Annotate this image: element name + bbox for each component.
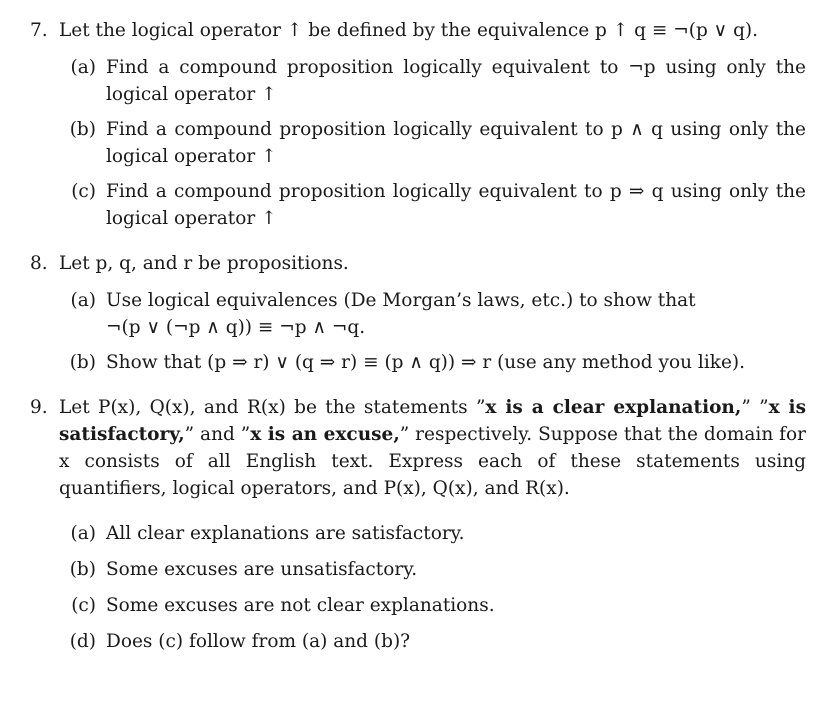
part-label: (c) bbox=[71, 595, 96, 616]
statement-text: ” ” bbox=[741, 397, 769, 418]
part-text: Does (c) follow from (a) and (b)? bbox=[106, 631, 411, 652]
part-text: Find a compound proposition logically equivalent to p ⇒ q using only the logical operator ↑ bbox=[106, 181, 806, 229]
part-b bbox=[59, 556, 806, 583]
statement-bold: x is satisfactory, bbox=[59, 397, 806, 445]
part-label: (b) bbox=[69, 119, 96, 140]
part-label: (d) bbox=[69, 631, 96, 652]
problem-8 bbox=[30, 250, 806, 376]
problem-number: 7. bbox=[30, 20, 48, 41]
part-text: Some excuses are unsatisfactory. bbox=[106, 559, 418, 580]
problem-statement: Let the logical operator ↑ be defined by the equivalence p ↑ q ≡ ¬(p ∨ q). bbox=[59, 20, 759, 41]
problem-body bbox=[59, 394, 806, 655]
part-text-line: Use logical equivalences (De Morgan’s laws, etc.) to show that bbox=[106, 290, 696, 311]
problem-statement bbox=[59, 394, 806, 502]
problem-body bbox=[59, 250, 806, 376]
part-text: Find a compound proposition logically equivalent to p ∧ q using only the logical operator ↑ bbox=[106, 119, 806, 167]
statement-bold: x is a clear explanation, bbox=[485, 397, 742, 418]
part-label: (c) bbox=[71, 181, 96, 202]
part-text: All clear explanations are satisfactory. bbox=[106, 523, 465, 544]
part-text: Some excuses are not clear explanations. bbox=[106, 595, 495, 616]
part-c bbox=[59, 178, 806, 232]
problem-body bbox=[59, 17, 806, 232]
part-label: (a) bbox=[70, 57, 96, 78]
part-label: (b) bbox=[69, 352, 96, 373]
problem-parts bbox=[59, 287, 806, 376]
statement-text: Let P(x), Q(x), and R(x) be the statements ” bbox=[59, 397, 486, 418]
part-a bbox=[59, 287, 806, 341]
part-a bbox=[59, 54, 806, 108]
part-label: (a) bbox=[70, 523, 96, 544]
problem-number: 8. bbox=[30, 253, 48, 274]
part-text bbox=[106, 287, 806, 341]
part-a bbox=[59, 520, 806, 547]
part-text: Find a compound proposition logically equivalent to ¬p using only the logical operator ↑ bbox=[106, 57, 806, 105]
problem-parts bbox=[59, 54, 806, 232]
problem-parts bbox=[59, 520, 806, 655]
part-text-line: ¬(p ∨ (¬p ∧ q)) ≡ ¬p ∧ ¬q. bbox=[106, 317, 366, 338]
statement-text: ” respectively. Suppose that the domain for x consists of all English text. Express each of these statements using quantifiers, logical operators, and P(x), Q(x), and R(x). bbox=[59, 424, 807, 499]
part-c bbox=[59, 592, 806, 619]
part-text: Show that (p ⇒ r) ∨ (q ⇒ r) ≡ (p ∧ q)) ⇒ r (use any method you like). bbox=[106, 352, 745, 373]
problem-9 bbox=[30, 394, 806, 655]
problem-7 bbox=[30, 17, 806, 232]
part-d bbox=[59, 628, 806, 655]
statement-text: ” and ” bbox=[184, 424, 251, 445]
part-b bbox=[59, 116, 806, 170]
part-label: (a) bbox=[70, 290, 96, 311]
part-b bbox=[59, 349, 806, 376]
problem-statement: Let p, q, and r be propositions. bbox=[59, 253, 349, 274]
part-label: (b) bbox=[69, 559, 96, 580]
problem-number: 9. bbox=[30, 397, 48, 418]
statement-bold: x is an excuse, bbox=[250, 424, 400, 445]
